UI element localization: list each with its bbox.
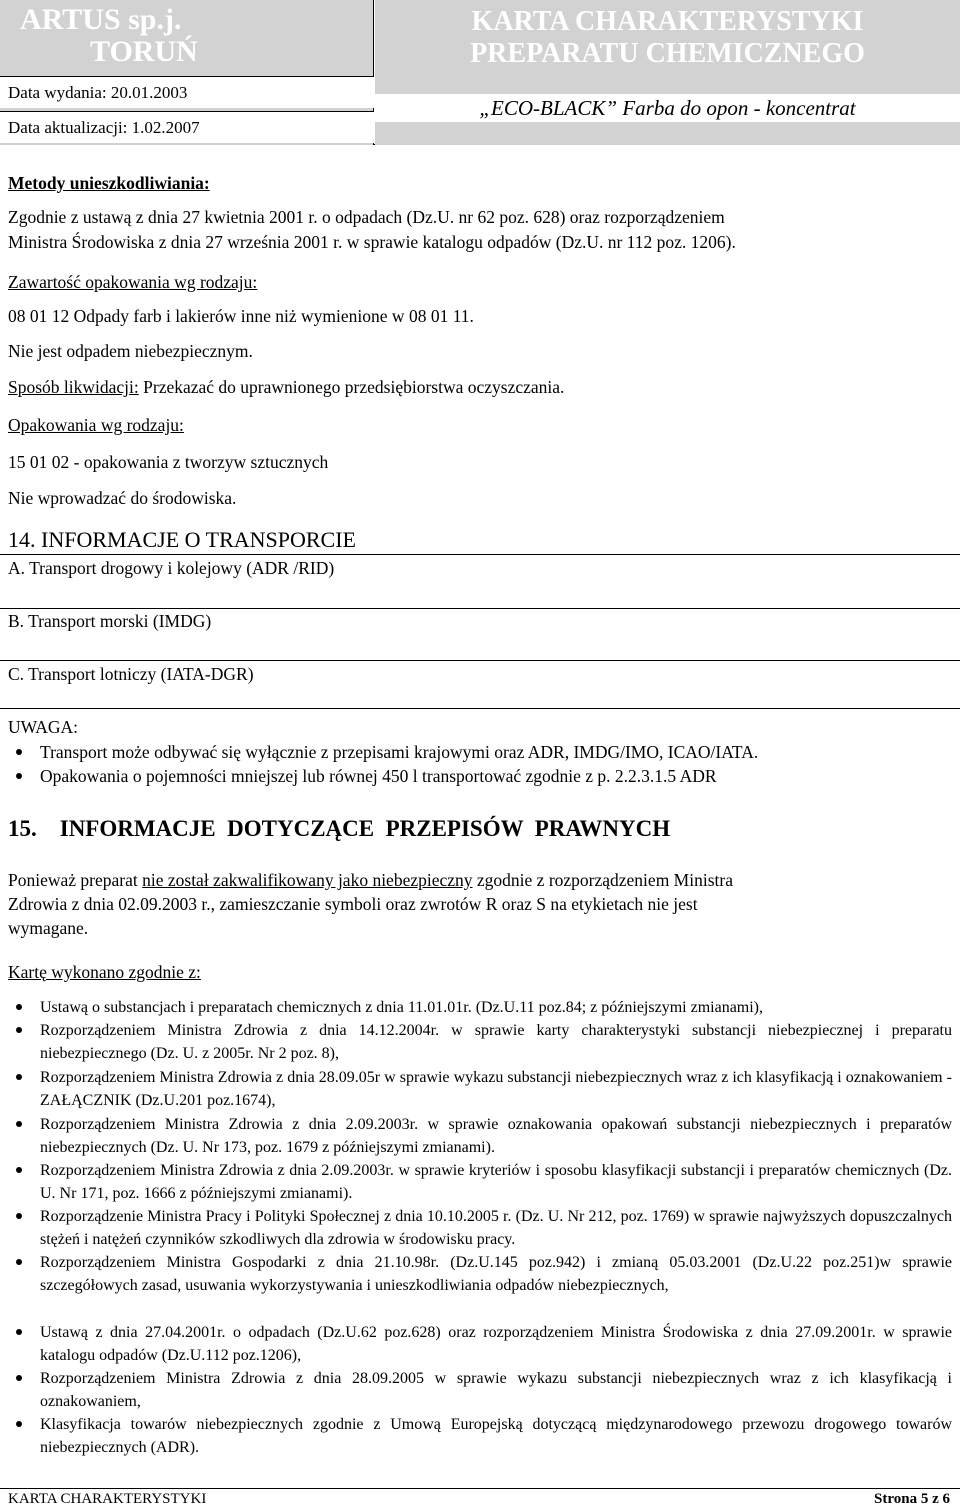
transport-note-label: UWAGA:: [8, 717, 78, 737]
issue-date: Data wydania: 20.01.2003: [0, 76, 374, 108]
disposal-text-line2: Ministra Środowiska z dnia 27 września 2001 r. w sprawie katalogu odpadów (Dz.U. nr 112 poz. 1206).: [8, 232, 736, 252]
not-hazardous-note: Nie jest odpadem niebezpiecznym.: [8, 341, 253, 361]
regulation-item: Rozporządzeniem Ministra Zdrowia z dnia 14.12.2004r. w sprawie karty charakterystyki substancji niebezpiecznej i preparatu niebezpiecznego (Dz. U. z 2005r. Nr 2 poz. 8),: [40, 1022, 952, 1062]
bullet-icon: [16, 1213, 22, 1219]
page-number: Strona 5 z 6: [874, 1491, 950, 1507]
company-name: ARTUS sp.j.: [20, 3, 182, 36]
bullet-icon: [16, 1074, 22, 1080]
document-header: [0, 0, 960, 145]
transport-sea-box: [0, 609, 960, 661]
transport-sea-label: B. Transport morski (IMDG): [8, 611, 212, 631]
bullet-icon: [16, 1167, 22, 1173]
document-title-line2: PREPARATU CHEMICZNEGO: [470, 38, 865, 69]
bullet-icon: [16, 1259, 22, 1265]
transport-note-1: Transport może odbywać się wyłącznie z przepisami krajowymi oraz ADR, IMDG/IMO, ICAO/IATA.: [40, 742, 759, 762]
regulation-item: Klasyfikacja towarów niebezpiecznych zgodnie z Umową Europejską dotyczącą międzynarodowego przewozu drogowego towarów niebezpiecznych (ADR).: [40, 1416, 952, 1456]
bullet-icon: [16, 1421, 22, 1427]
product-name: „ECO-BLACK” Farba do opon - koncentrat: [375, 94, 960, 122]
regulation-item: Rozporządzeniem Ministra Zdrowia z dnia 28.09.05r w sprawie wykazu substancji niebezpiecznych wraz z ich klasyfikacją i oznakowaniem - ZAŁĄCZNIK (Dz.U.201 poz.1674),: [40, 1069, 952, 1109]
bullet-icon: [16, 1027, 22, 1033]
transport-road-label: A. Transport drogowy i kolejowy (ADR /RID): [8, 558, 335, 578]
regulation-item: Rozporządzeniem Ministra Zdrowia z dnia 2.09.2003r. w sprawie oznakowania opakowań substancji niebezpiecznych i preparatów niebezpiecznych (Dz. U. Nr 173, poz. 1679 z późniejszymi zmianami).: [40, 1116, 952, 1156]
regulations-paragraph-part1: Ponieważ preparat: [8, 870, 143, 890]
regulation-item: Ustawą z dnia 27.04.2001r. o odpadach (Dz.U.62 poz.628) oraz rozporządzeniem Ministra Środowiska z dnia 27.09.2001r. w sprawie katalogu odpadów (Dz.U.112 poz.1206),: [40, 1324, 952, 1364]
regulations-heading: 15. INFORMACJE DOTYCZĄCE PRZEPISÓW PRAWNYCH: [8, 816, 671, 841]
regulation-item: Rozporządzeniem Ministra Zdrowia z dnia 2.09.2003r. w sprawie kryteriów i sposobu klasyfikacji substancji i preparatów chemicznych (Dz. U. Nr 171, poz. 1666 z późniejszymi zmianami).: [40, 1162, 952, 1202]
regulation-item: Rozporządzenie Ministra Pracy i Polityki Społecznej z dnia 10.10.2005 r. (Dz. U. Nr 212, poz. 1769) w sprawie najwyższych dopuszczalnych stężeń i natężeń czynników szkodliwych dla zdrowia w środowisku pracy.: [40, 1208, 952, 1248]
bullet-icon: [16, 1121, 22, 1127]
disposal-text-line1: Zgodnie z ustawą z dnia 27 kwietnia 2001 r. o odpadach (Dz.U. nr 62 poz. 628) oraz rozporządzeniem: [8, 207, 725, 227]
regulations-paragraph-line2: Zdrowia z dnia 02.09.2003 r., zamieszczanie symboli oraz zwrotów R oraz S na etykietach nie jest: [8, 894, 698, 914]
regulations-paragraph-line1: [8, 869, 733, 891]
bullet-icon: [16, 1004, 22, 1010]
bullet-icon: [16, 1375, 22, 1381]
regulation-item: Rozporządzeniem Ministra Gospodarki z dnia 21.10.98r. (Dz.U.145 poz.942) i zmianą 05.03.2001 (Dz.U.22 poz.251)w sprawie szczegółowych zasad, usuwania wykorzystywania i unieszkodliwiania odpadów niebezpiecznych,: [40, 1254, 952, 1294]
packaging-by-type-label: Opakowania wg rodzaju:: [8, 415, 184, 435]
no-environment-note: Nie wprowadzać do środowiska.: [8, 488, 237, 508]
transport-air-box: [0, 661, 960, 709]
not-classified-phrase: nie został zakwalifikowany jako niebezpieczny: [142, 870, 473, 890]
regulations-paragraph-line3: wymagane.: [8, 918, 89, 938]
bullet-icon: [16, 773, 22, 779]
transport-road-box: [0, 554, 960, 609]
card-basis-label: Kartę wykonano zgodnie z:: [8, 962, 201, 982]
transport-heading: 14. INFORMACJE O TRANSPORCIE: [8, 527, 356, 552]
bullet-icon: [16, 1329, 22, 1335]
transport-air-label: C. Transport lotniczy (IATA-DGR): [8, 664, 254, 684]
company-city: TORUŃ: [90, 35, 198, 68]
document-title-line1: KARTA CHARAKTERYSTYKI: [471, 6, 864, 37]
disposal-method-text: Przekazać do uprawnionego przedsiębiorstwa oczyszczania.: [138, 377, 565, 397]
update-date: Data aktualizacji: 1.02.2007: [0, 111, 374, 143]
page-footer: [0, 1488, 960, 1508]
disposal-heading: Metody unieszkodliwiania:: [8, 173, 210, 193]
packaging-code-line: 15 01 02 - opakowania z tworzyw sztucznych: [8, 452, 329, 472]
disposal-method: [8, 376, 564, 398]
transport-note-2: Opakowania o pojemności mniejszej lub równej 450 l transportować zgodnie z p. 2.2.3.1.5 ADR: [40, 766, 717, 786]
header-company-block: [0, 0, 374, 145]
header-title-block: [375, 0, 960, 145]
regulations-paragraph-part2: zgodnie z rozporządzeniem Ministra: [472, 870, 733, 890]
disposal-method-label: Sposób likwidacji:: [8, 377, 139, 397]
content-by-type-label: Zawartość opakowania wg rodzaju:: [8, 272, 258, 292]
footer-document-name: KARTA CHARAKTERYSTYKI: [8, 1491, 207, 1507]
regulation-item: Rozporządzeniem Ministra Zdrowia z dnia 28.09.2005 w sprawie wykazu substancji niebezpiecznych wraz z ich klasyfikacją i oznakowaniem,: [40, 1370, 952, 1410]
bullet-icon: [16, 749, 22, 755]
waste-code-line: 08 01 12 Odpady farb i lakierów inne niż wymienione w 08 01 11.: [8, 306, 474, 326]
regulation-item: Ustawą o substancjach i preparatach chemicznych z dnia 11.01.01r. (Dz.U.11 poz.84; z późniejszymi zmianami),: [40, 999, 764, 1016]
